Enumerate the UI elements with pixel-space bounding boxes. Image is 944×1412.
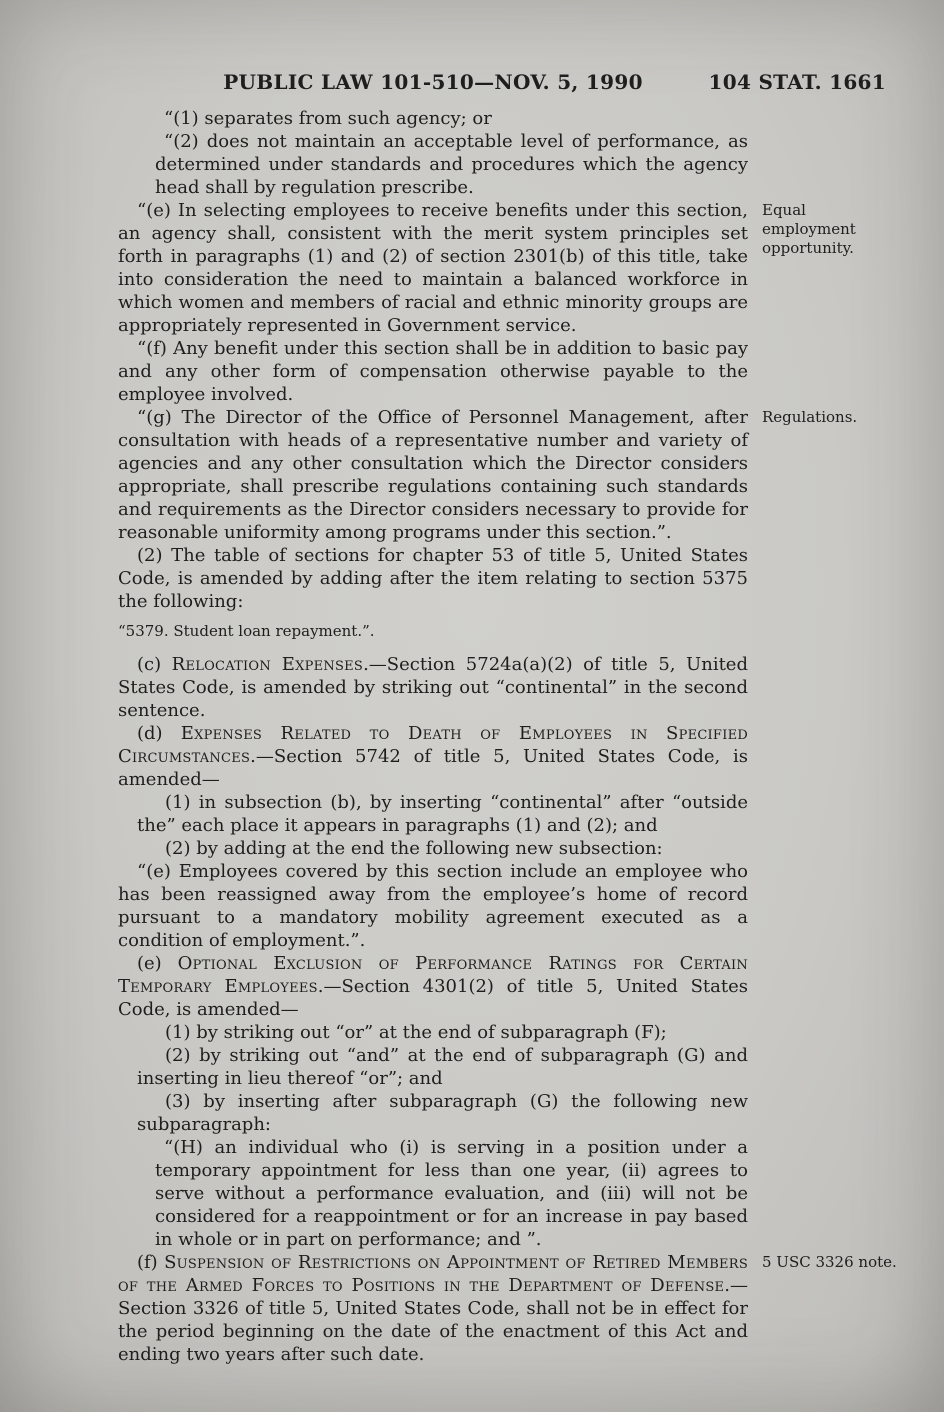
paragraph-text: .—Section 5724a(a)(2) of title 5, United States Code, is amended by striking out “continental” in the second sentence. <box>118 654 748 721</box>
paragraph-text: .—Section 5742 of title 5, United States Code, is amended— <box>118 746 748 790</box>
paragraph-text: “5379. Student loan repayment.”. <box>118 622 375 640</box>
paragraph <box>118 406 858 544</box>
paragraph-text: “(f) Any benefit under this section shall be in addition to basic pay and any other form of compensation otherwise payable to the employee involved. <box>118 338 748 405</box>
page-header-stat-citation: 104 STAT. 1661 <box>708 70 886 94</box>
small-caps-heading: Expenses Related to Death of Employees in Specified Circumstances <box>118 723 748 767</box>
paragraph <box>118 653 748 722</box>
paragraph-text: “(e) In selecting employees to receive benefits under this section, an agency shall, consistent with the merit system principles set forth in paragraphs (1) and (2) of section 2301(b) of this title, take into consideration the need to maintain a balanced workforce in which women and members of racial and ethnic minority groups are appropriately represented in Government service. <box>118 200 748 336</box>
margin-note: Regulations. <box>762 408 858 426</box>
paragraph <box>118 952 748 1021</box>
small-caps-heading: Relocation Expenses <box>171 654 364 675</box>
paragraph-text: “(H) an individual who (i) is serving in a position under a temporary appointment for less than one year, (ii) agrees to serve without a performance evaluation, and (iii) will not be considered for a reappointment or for an increase in pay based in whole or in part on performance; and ”. <box>155 1137 748 1250</box>
small-caps-heading: Optional Exclusion of Performance Ratings for Certain Temporary Employees <box>118 953 749 997</box>
margin-note: Equal employment opportunity. <box>762 201 856 257</box>
paragraph <box>118 199 856 337</box>
paragraph-text: .—Section 4301(2) of title 5, United States Code, is amended— <box>118 976 748 1020</box>
paragraph <box>155 130 748 199</box>
paragraph <box>118 544 748 613</box>
paragraph-text: (d) <box>137 723 181 744</box>
paragraph-text: (2) by striking out “and” at the end of subparagraph (G) and inserting in lieu thereof “or”; and <box>137 1045 748 1089</box>
paragraph <box>137 837 748 860</box>
margin-note: 5 USC 3326 note. <box>762 1253 897 1271</box>
paragraph-text: (3) by inserting after subparagraph (G) the following new subparagraph: <box>137 1091 748 1135</box>
paragraph-text: (2) by adding at the end the following new subsection: <box>165 838 663 859</box>
paragraph-text: “(g) The Director of the Office of Personnel Management, after consultation with heads of a representative number and variety of agencies and any other consultation which the Director considers appropriate, shall prescribe regulations containing such standards and requirements as the Director considers necessary to provide for reasonable uniformity among programs under this section.”. <box>118 407 748 543</box>
paragraph-text: “(2) does not maintain an acceptable level of performance, as determined under standards and procedures which the agency head shall by regulation prescribe. <box>155 131 748 198</box>
paragraph-text: (1) in subsection (b), by inserting “continental” after “outside the” each place it appears in paragraphs (1) and (2); and <box>137 792 748 836</box>
paragraph <box>137 1090 748 1136</box>
paragraph-text: (e) <box>137 953 178 974</box>
small-caps-heading: Suspension of Restrictions on Appointment of Retired Members of the Armed Forces to Positions in the Department of Defense <box>118 1252 748 1296</box>
paragraph <box>118 1251 897 1366</box>
page-header-law-title: PUBLIC LAW 101-510—NOV. 5, 1990 <box>223 70 643 94</box>
paragraph <box>137 791 748 837</box>
paragraph <box>155 1136 748 1251</box>
paragraph-text: (2) The table of sections for chapter 53 of title 5, United States Code, is amended by adding after the item relating to section 5375 the following: <box>118 545 748 612</box>
paragraph <box>137 1021 748 1044</box>
paragraph-text: .—Section 3326 of title 5, United States Code, shall not be in effect for the period beginning on the date of the enactment of this Act and ending two years after such date. <box>118 1275 748 1365</box>
paragraph <box>118 860 748 952</box>
paragraph <box>118 622 748 641</box>
paragraph <box>137 1044 748 1090</box>
paragraph-text: (f) <box>137 1252 165 1273</box>
document-body <box>118 107 897 1366</box>
paragraph-text: (c) <box>137 654 172 675</box>
paragraph <box>118 722 748 791</box>
paragraph <box>118 337 748 406</box>
paragraph-text: “(1) separates from such agency; or <box>164 108 492 129</box>
paragraph <box>155 107 748 130</box>
paragraph-text: (1) by striking out “or” at the end of subparagraph (F); <box>165 1022 667 1043</box>
paragraph-text: “(e) Employees covered by this section include an employee who has been reassigned away from the employee’s home of record pursuant to a mandatory mobility agreement executed as a condition of employment.”. <box>118 861 748 951</box>
